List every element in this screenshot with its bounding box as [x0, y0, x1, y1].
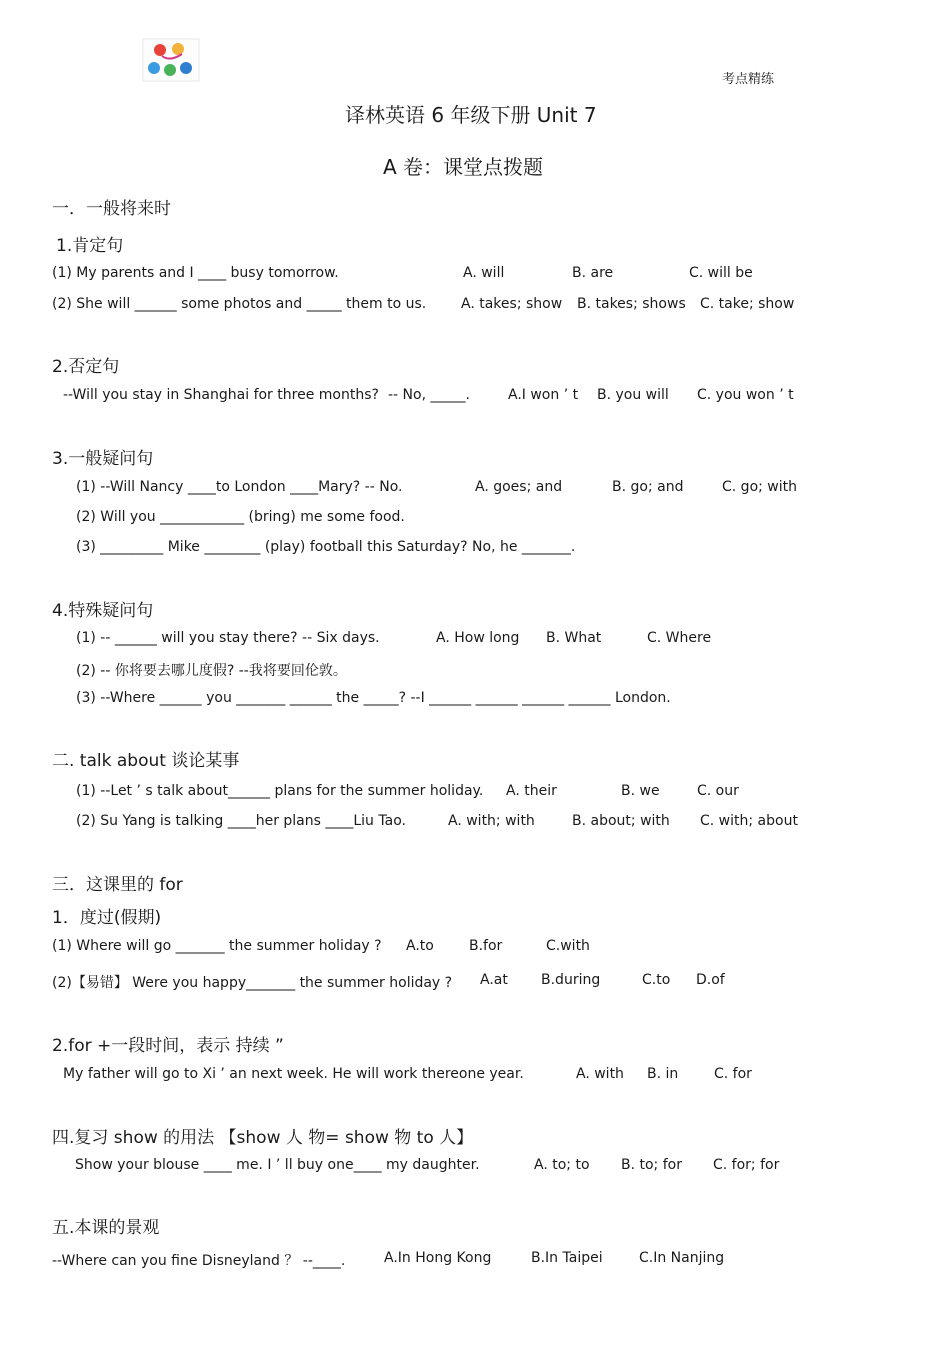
option-c: C.to [642, 972, 671, 988]
section-4-heading: 四.复习 show 的用法 【show 人 物= show 物 to 人】 [52, 1128, 474, 1148]
option-b: B. What [546, 630, 602, 646]
option-a: A. with [576, 1066, 624, 1082]
header-tag: 考点精练 [722, 72, 775, 87]
option-b: B. you will [597, 387, 669, 403]
question-text: (1) Where will go _______ the summer holiday ? [52, 938, 382, 954]
subsection-heading: 1.肯定句 [56, 236, 124, 256]
option-c: C. will be [689, 265, 753, 281]
question-text: (2) Su Yang is talking ____her plans ____Liu Tao. [76, 813, 406, 829]
question-text: (1) My parents and I ____ busy tomorrow. [52, 265, 339, 281]
option-b: B.In Taipei [531, 1250, 603, 1266]
section-5-heading: 五.本课的景观 [52, 1218, 160, 1238]
option-c: C. our [697, 783, 739, 799]
option-a: A. their [506, 783, 557, 799]
question-text: --Where can you fine Disneyland ？ --____. [52, 1253, 346, 1269]
subsection-heading: 1．度过(假期) [52, 908, 162, 928]
option-a: A. to; to [534, 1157, 590, 1173]
option-b: B. go; and [612, 479, 684, 495]
question-text: (2) Will you ____________ (bring) me some food. [76, 509, 405, 525]
option-a: A.to [406, 938, 434, 954]
subsection-heading: 2.否定句 [52, 357, 120, 377]
option-c: C. go; with [722, 479, 797, 495]
question-text: (1) --Let ’ s talk about______ plans for the summer holiday. [76, 783, 484, 799]
option-b: B. to; for [621, 1157, 682, 1173]
option-d: D.of [696, 972, 725, 988]
option-c: C.In Nanjing [639, 1250, 725, 1266]
question-text: (3) --Where ______ you _______ ______ the _____? --I ______ ______ ______ ______ London. [76, 690, 671, 706]
section-1-heading: 一．一般将来时 [52, 199, 171, 219]
question-text: --Will you stay in Shanghai for three months? [63, 387, 379, 403]
question-text: (1) --Will Nancy ____to London ____Mary? -- No. [76, 479, 403, 495]
option-b: B. we [621, 783, 660, 799]
question-text: Show your blouse ____ me. I ’ ll buy one____ my daughter. [75, 1157, 480, 1173]
publisher-logo [142, 38, 200, 82]
option-a: A.at [480, 972, 508, 988]
option-a: A. will [463, 265, 505, 281]
option-c: C. Where [647, 630, 712, 646]
option-a: A. goes; and [475, 479, 563, 495]
subsection-heading: 4.特殊疑问句 [52, 601, 154, 621]
option-b: B.during [541, 972, 601, 988]
option-a: A. takes; show [461, 296, 563, 312]
question-text: (3) _________ Mike ________ (play) football this Saturday? No, he _______. [76, 539, 576, 555]
option-a: A.In Hong Kong [384, 1250, 492, 1266]
page-title: 译林英语 6 年级下册 Unit 7 [345, 103, 597, 127]
option-c: C. for; for [713, 1157, 780, 1173]
question-text: (2)【易错】 Were you happy_______ the summer holiday ? [52, 975, 453, 991]
option-c: C. for [714, 1066, 752, 1082]
section-3-heading: 三．这课里的 for [52, 875, 183, 895]
question-text: My father will go to Xi ’ an next week. He will work thereone year. [63, 1066, 524, 1082]
section-2-heading: 二. talk about 谈论某事 [52, 751, 240, 771]
option-a: A. with; with [448, 813, 535, 829]
option-b: B.for [469, 938, 503, 954]
option-b: B. takes; shows [577, 296, 686, 312]
option-b: B. are [572, 265, 614, 281]
option-b: B. in [647, 1066, 679, 1082]
option-b: B. about; with [572, 813, 670, 829]
option-a: A. How long [436, 630, 520, 646]
question-text: (1) -- ______ will you stay there? -- Six days. [76, 630, 380, 646]
subsection-heading: 3.一般疑问句 [52, 449, 154, 469]
option-c: C.with [546, 938, 590, 954]
option-c: C. with; about [700, 813, 798, 829]
option-c: C. take; show [700, 296, 795, 312]
question-text: (2) She will ______ some photos and _____ them to us. [52, 296, 427, 312]
option-c: C. you won ’ t [697, 387, 794, 403]
question-text: (2) -- 你将要去哪儿度假? --我将要回伦敦。 [76, 663, 347, 679]
answer-blank: -- No, _____. [388, 387, 470, 403]
option-a: A.I won ’ t [508, 387, 579, 403]
page-subtitle: A 卷：课堂点拨题 [383, 155, 544, 179]
subsection-heading: 2.for +一段时间，表示 持续 ” [52, 1036, 284, 1056]
